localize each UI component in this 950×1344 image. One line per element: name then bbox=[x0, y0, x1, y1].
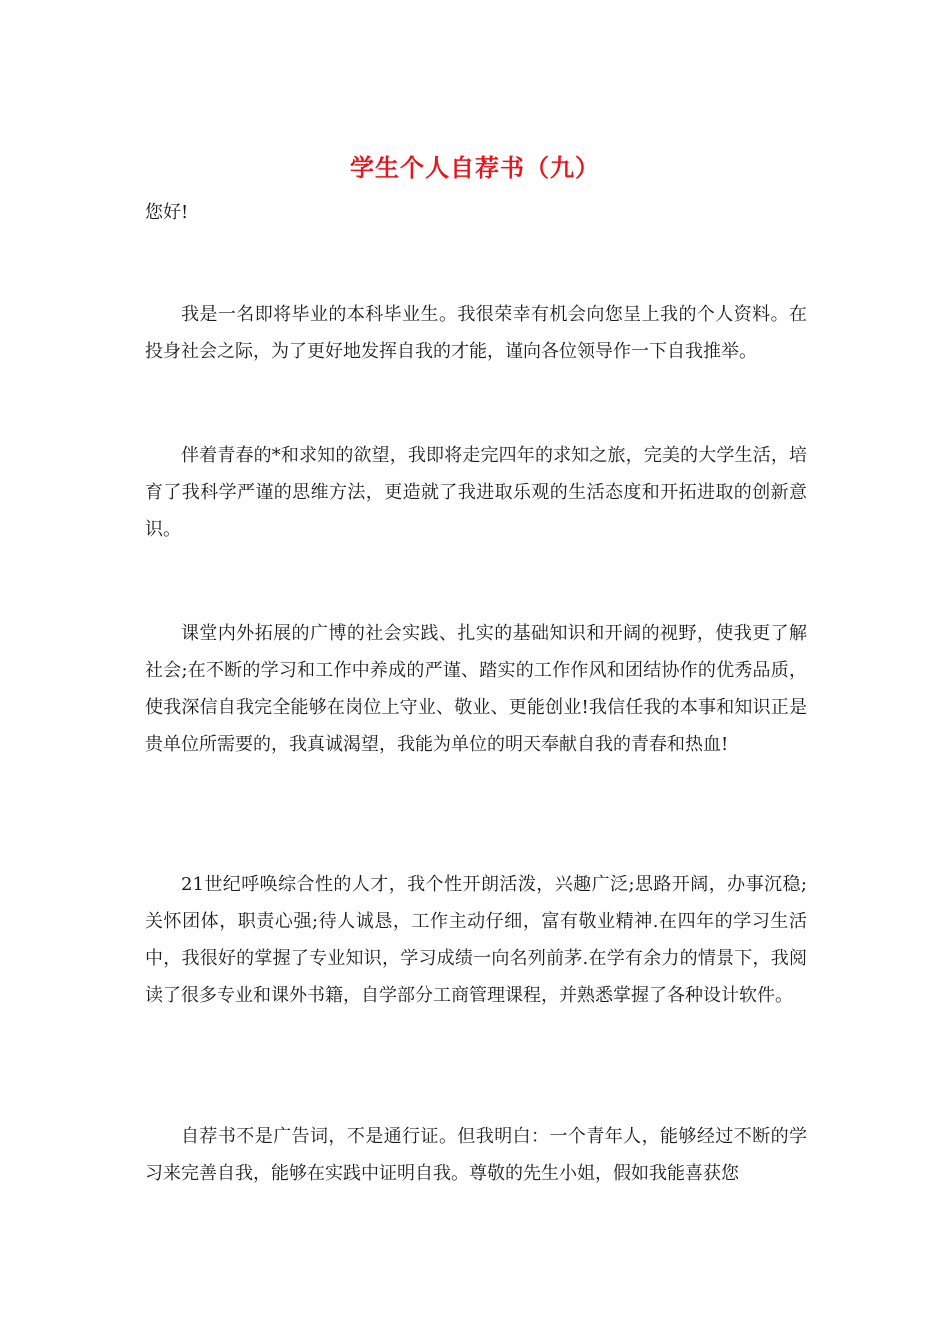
paragraph-3: 课堂内外拓展的广博的社会实践、扎实的基础知识和开阔的视野，使我更了解社会;在不断的学习和工作中养成的严谨、踏实的工作作风和团结协作的优秀品质，使我深信自我完全能够在岗位上守业、敬业、更能创业!我信任我的本事和知识正是贵单位所需要的，我真诚渴望，我能为单位的明天奉献自我的青春和热血! bbox=[145, 623, 807, 755]
paragraph-5: 自荐书不是广告词，不是通行证。但我明白：一个青年人，能够经过不断的学习来完善自我，能够在实践中证明自我。尊敬的先生小姐，假如我能喜获您 bbox=[145, 1126, 807, 1184]
greeting: 您好! bbox=[145, 202, 189, 223]
paragraph-2: 伴着青春的*和求知的欲望，我即将走完四年的求知之旅，完美的大学生活，培育了我科学严谨的思维方法，更造就了我进取乐观的生活态度和开拓进取的创新意识。 bbox=[145, 445, 807, 540]
paragraph-1: 我是一名即将毕业的本科毕业生。我很荣幸有机会向您呈上我的个人资料。在投身社会之际，为了更好地发挥自我的才能，谨向各位领导作一下自我推举。 bbox=[145, 304, 807, 362]
paragraph-4: 21世纪呼唤综合性的人才，我个性开朗活泼，兴趣广泛;思路开阔，办事沉稳;关怀团体，职责心强;待人诚恳，工作主动仔细，富有敬业精神.在四年的学习生活中，我很好的掌握了专业知识，学习成绩一向名列前茅.在学有余力的情景下，我阅读了很多专业和课外书籍，自学部分工商管理课程，并熟悉掌握了各种设计软件。 bbox=[145, 874, 807, 1006]
document-title: 学生个人自荐书（九） bbox=[350, 153, 600, 182]
